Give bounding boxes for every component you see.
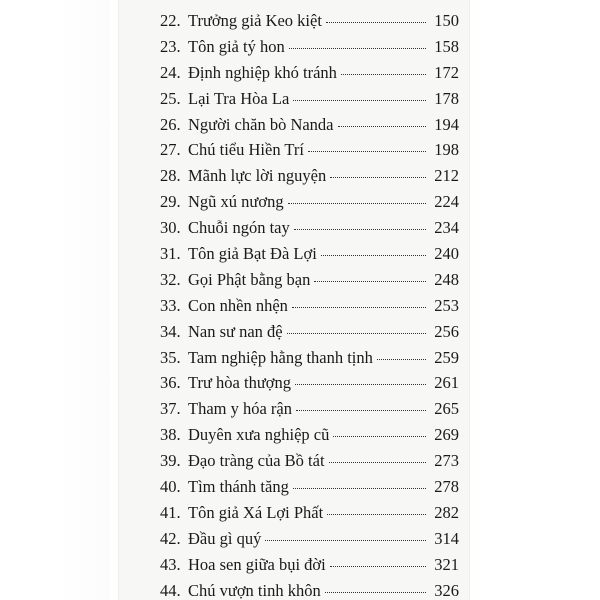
- toc-entry: [160, 451, 465, 477]
- toc-entry-title: Con nhền nhện: [188, 295, 288, 315]
- toc-entry-number: 24.: [160, 62, 181, 82]
- toc-entry-number: 38.: [160, 425, 181, 445]
- toc-entry: [160, 140, 465, 166]
- toc-entry: [160, 373, 465, 399]
- toc-dot-leader: [321, 255, 426, 256]
- toc-entry-title: Tam nghiệp hằng thanh tịnh: [188, 347, 373, 367]
- toc-entry-title: Chú vượn tinh khôn: [188, 580, 321, 600]
- toc-entry-page: 150: [434, 11, 459, 30]
- toc-dot-leader: [377, 359, 426, 360]
- toc-entry: [160, 555, 465, 581]
- toc-entry-number: 26.: [160, 114, 181, 134]
- toc-dot-leader: [327, 514, 426, 515]
- toc-entry-page: 240: [434, 244, 459, 264]
- toc-entry-number: 28.: [160, 166, 181, 186]
- toc-entry: [160, 37, 465, 63]
- toc-entry-title: Gọi Phật bằng bạn: [188, 269, 311, 289]
- toc-entry: [160, 11, 465, 37]
- toc-entry-title: Tôn giả Bạt Đà Lợi: [188, 244, 317, 264]
- toc-entry-page: 261: [434, 373, 459, 393]
- toc-entry: [160, 503, 465, 529]
- toc-dot-leader: [338, 126, 426, 127]
- toc-entry-number: 36.: [160, 373, 181, 393]
- toc-entry-title: Mãnh lực lời nguyện: [188, 166, 327, 186]
- toc-entry: [160, 270, 465, 296]
- toc-entry-number: 25.: [160, 88, 181, 108]
- toc-entry: [160, 425, 465, 451]
- toc-entry-number: 39.: [160, 451, 181, 471]
- toc-dot-leader: [293, 100, 426, 101]
- toc-entry-number: 29.: [160, 192, 181, 212]
- toc-entry-number: 32.: [160, 269, 181, 289]
- toc-entry-number: 27.: [160, 140, 181, 160]
- toc-dot-leader: [333, 436, 426, 437]
- toc-entry-page: 172: [434, 62, 459, 82]
- toc-entry-number: 34.: [160, 321, 181, 341]
- toc-entry-title: Trưởng giả Keo kiệt: [188, 11, 322, 30]
- toc-entry-page: 321: [434, 554, 459, 574]
- toc-entry-number: 22.: [160, 11, 181, 30]
- toc-dot-leader: [341, 74, 426, 75]
- toc-entry: [160, 529, 465, 555]
- toc-dot-leader: [330, 566, 426, 567]
- toc-entry-title: Ngũ xú nương: [188, 192, 284, 212]
- toc-dot-leader: [295, 384, 426, 385]
- toc-entry-page: 234: [434, 218, 459, 238]
- toc-entry-page: 273: [434, 451, 459, 471]
- toc-dot-leader: [288, 203, 426, 204]
- toc-entry-number: 35.: [160, 347, 181, 367]
- toc-dot-leader: [326, 22, 426, 23]
- toc-entry-title: Người chăn bò Nanda: [188, 114, 334, 134]
- toc-entry-page: 256: [434, 321, 459, 341]
- toc-entry-page: 278: [434, 477, 459, 497]
- toc-entry-page: 253: [434, 295, 459, 315]
- toc-dot-leader: [330, 177, 426, 178]
- toc-dot-leader: [289, 48, 426, 49]
- toc-dot-leader: [329, 462, 426, 463]
- toc-entry: [160, 477, 465, 503]
- toc-entry-page: 158: [434, 36, 459, 56]
- toc-entry-number: 40.: [160, 477, 181, 497]
- toc-entry-title: Nan sư nan đệ: [188, 321, 283, 341]
- toc-entry-page: 314: [434, 528, 459, 548]
- toc-entry: [160, 322, 465, 348]
- toc-entry: [160, 296, 465, 322]
- toc-entry: [160, 166, 465, 192]
- toc-entry-page: 194: [434, 114, 459, 134]
- toc-entry-page: 178: [434, 88, 459, 108]
- toc-entry-page: 282: [434, 502, 459, 522]
- toc-entry-title: Tham y hóa rận: [188, 399, 293, 419]
- toc-entry-number: 30.: [160, 218, 181, 238]
- toc-dot-leader: [292, 307, 426, 308]
- toc-entry-title: Chuỗi ngón tay: [188, 218, 290, 238]
- toc-entry-title: Tìm thánh tăng: [188, 477, 289, 497]
- toc-entry: [160, 581, 465, 600]
- toc-dot-leader: [296, 410, 426, 411]
- toc-entry-title: Đầu gì quý: [188, 528, 262, 548]
- toc-entry: [160, 63, 465, 89]
- toc-entry-title: Trư hòa thượng: [188, 373, 292, 393]
- toc-dot-leader: [265, 540, 426, 541]
- toc-entry-title: Chú tiểu Hiền Trí: [188, 140, 304, 160]
- toc-entry-number: 33.: [160, 295, 181, 315]
- toc-entry-title: Duyên xưa nghiệp cũ: [188, 425, 330, 445]
- toc-dot-leader: [314, 281, 426, 282]
- toc-entry: [160, 244, 465, 270]
- toc-dot-leader: [287, 333, 426, 334]
- toc-entry-title: Tôn giả tý hon: [188, 36, 285, 56]
- toc-dot-leader: [293, 488, 426, 489]
- toc-entry-page: 269: [434, 425, 459, 445]
- toc-entry-number: 41.: [160, 502, 181, 522]
- toc-entry-page: 326: [434, 580, 459, 600]
- toc-entry-number: 43.: [160, 554, 181, 574]
- toc-entry: [160, 192, 465, 218]
- toc-entry-title: Lại Tra Hòa La: [188, 88, 290, 108]
- page-margin-right: [470, 0, 600, 600]
- toc-entry-number: 44.: [160, 580, 181, 600]
- toc-dot-leader: [325, 592, 426, 593]
- table-of-contents: [160, 11, 465, 600]
- toc-entry-page: 265: [434, 399, 459, 419]
- toc-entry-title: Hoa sen giữa bụi đời: [188, 554, 326, 574]
- toc-entry-page: 212: [434, 166, 459, 186]
- toc-entry-number: 37.: [160, 399, 181, 419]
- toc-dot-leader: [294, 229, 426, 230]
- toc-entry-page: 259: [434, 347, 459, 367]
- toc-dot-leader: [308, 151, 426, 152]
- toc-entry-page: 198: [434, 140, 459, 160]
- toc-entry-number: 31.: [160, 244, 181, 264]
- toc-entry-number: 23.: [160, 36, 181, 56]
- toc-entry: [160, 218, 465, 244]
- toc-entry-number: 42.: [160, 528, 181, 548]
- toc-entry: [160, 348, 465, 374]
- toc-entry-title: Định nghiệp khó tránh: [188, 62, 337, 82]
- toc-entry: [160, 89, 465, 115]
- toc-entry: [160, 115, 465, 141]
- toc-entry-page: 248: [434, 269, 459, 289]
- toc-entry-page: 224: [434, 192, 459, 212]
- page-margin-left: [0, 0, 110, 600]
- toc-entry-title: Đạo tràng của Bồ tát: [188, 451, 325, 471]
- toc-entry-title: Tôn giả Xá Lợi Phất: [188, 502, 324, 522]
- toc-entry: [160, 399, 465, 425]
